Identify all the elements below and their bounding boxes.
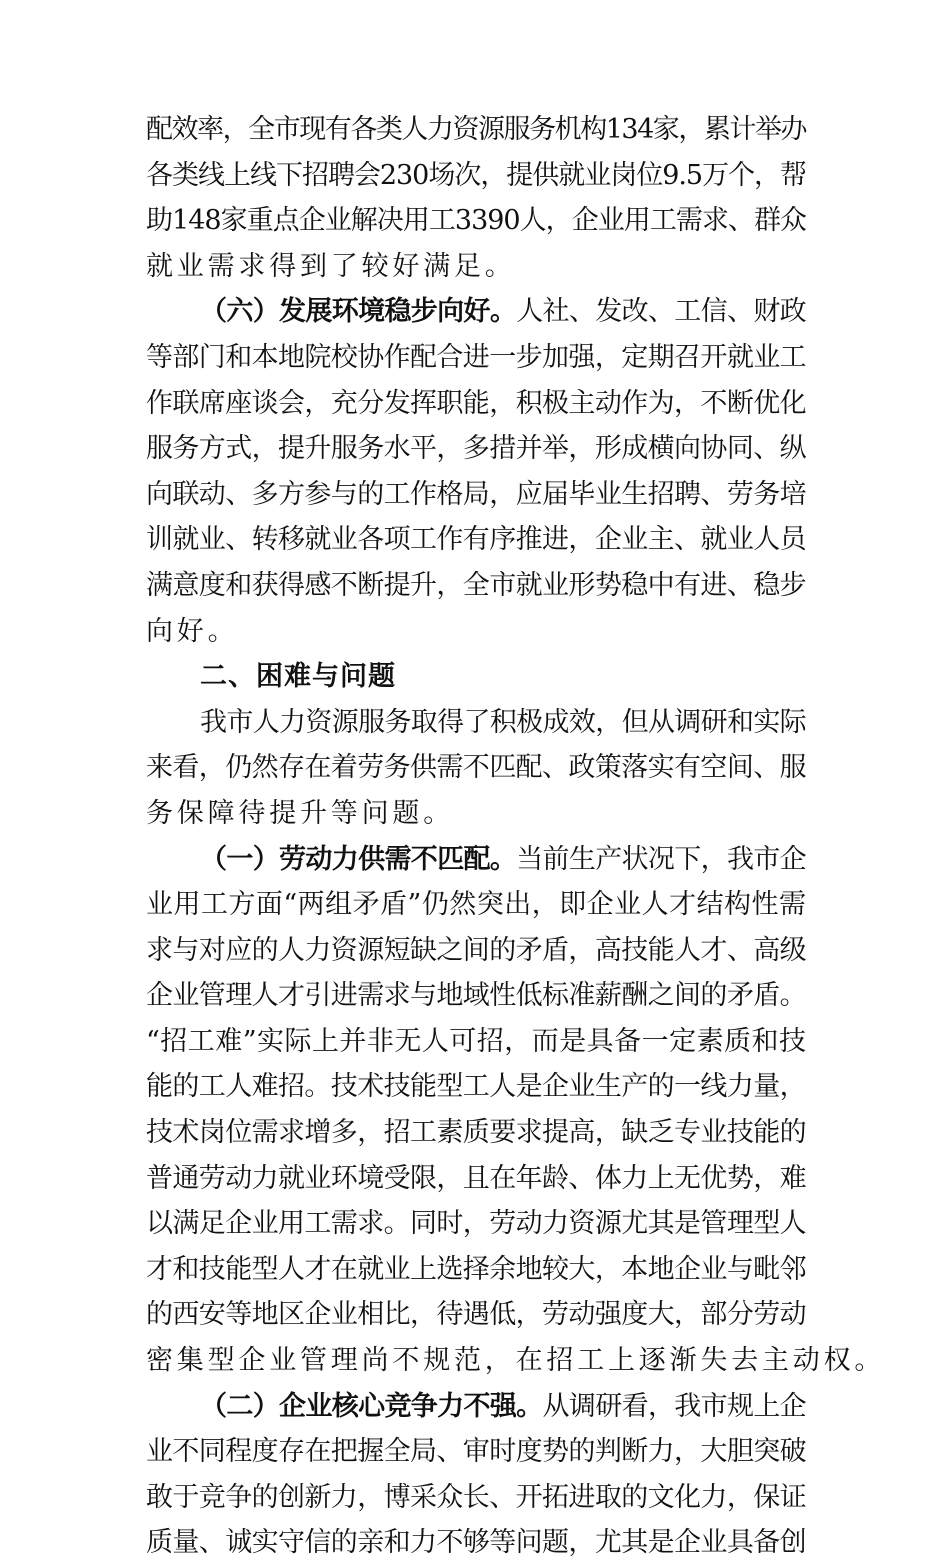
text-line: 求与对应的人力资源短缺之间的矛盾，高技能人才、高级: [146, 934, 806, 966]
paragraph-heading-line: （二）企业核心竞争力不强。从调研看，我市规上企: [200, 1390, 807, 1422]
text-line: 密集型企业管理尚不规范，在招工上逐渐失去主动权。: [146, 1345, 886, 1377]
text-line: 各类线上线下招聘会230场次，提供就业岗位9.5万个，帮: [146, 159, 806, 191]
section-heading: 二、困难与问题: [200, 661, 396, 693]
text-line: 作联席座谈会，充分发挥职能，积极主动作为，不断优化: [146, 387, 806, 419]
text-line: “招工难”实际上并非无人可招，而是具备一定素质和技: [146, 1025, 806, 1057]
text-line: 的西安等地区企业相比，待遇低，劳动强度大，部分劳动: [146, 1299, 806, 1331]
text-line: 才和技能型人才在就业上选择余地较大，本地企业与毗邻: [146, 1253, 806, 1285]
text-line: 就业需求得到了较好满足。: [146, 250, 516, 282]
text-line: 务保障待提升等问题。: [146, 797, 454, 829]
document-body: [146, 107, 886, 1566]
text-line: 技术岗位需求增多，招工素质要求提高，缺乏专业技能的: [146, 1117, 806, 1149]
text-line: 能的工人难招。技术技能型工人是企业生产的一线力量，: [146, 1071, 806, 1103]
text-line: 来看，仍然存在着劳务供需不匹配、政策落实有空间、服: [146, 752, 806, 784]
text-line: 普通劳动力就业环境受限，且在年龄、体力上无优势，难: [146, 1162, 806, 1194]
text-line: 配效率，全市现有各类人力资源服务机构134家，累计举办: [146, 114, 806, 145]
paragraph-heading-line: （六）发展环境稳步向好。人社、发改、工信、财政: [200, 296, 806, 328]
paragraph-heading: （六）发展环境稳步向好。: [200, 296, 517, 328]
text-line: 我市人力资源服务取得了积极成效，但从调研和实际: [200, 706, 806, 738]
text-line: 向好。: [146, 615, 239, 647]
text-line: 敢于竞争的创新力，博采众长、开拓进取的文化力，保证: [146, 1481, 806, 1513]
text-line: 质量、诚实守信的亲和力不够等问题，尤其是企业具备创: [146, 1527, 806, 1559]
text-line: 等部门和本地院校协作配合进一步加强，定期召开就业工: [146, 341, 806, 373]
text-line: 向联动、多方参与的工作格局，应届毕业生招聘、劳务培: [146, 478, 806, 510]
text-line: 以满足企业用工需求。同时，劳动力资源尤其是管理型人: [146, 1208, 806, 1240]
text-line: 训就业、转移就业各项工作有序推进，企业主、就业人员: [146, 524, 806, 556]
paragraph-heading: （二）企业核心竞争力不强。: [200, 1390, 543, 1422]
text-line: 满意度和获得感不断提升，全市就业形势稳中有进、稳步: [146, 569, 806, 601]
text-line: 业不同程度存在把握全局、审时度势的判断力，大胆突破: [146, 1436, 806, 1468]
text-line: 业用工方面“两组矛盾”仍然突出，即企业人才结构性需: [146, 889, 806, 921]
text-line: 企业管理人才引进需求与地域性低标准薪酬之间的矛盾。: [146, 980, 806, 1012]
text-line: 服务方式，提升服务水平，多措并举，形成横向协同、纵: [146, 433, 806, 465]
text-line: 助148家重点企业解决用工3390人，企业用工需求、群众: [146, 205, 806, 237]
paragraph-heading: （一）劳动力供需不匹配。: [200, 843, 517, 875]
paragraph-heading-line: （一）劳动力供需不匹配。当前生产状况下，我市企: [200, 843, 806, 875]
